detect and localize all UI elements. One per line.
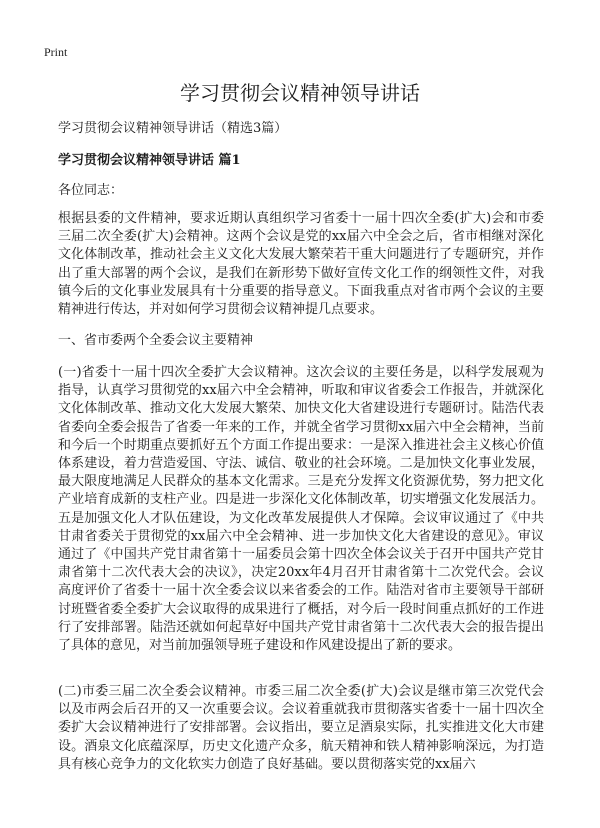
heading-section-1: 一、省市委两个全委会议主要精神 [58,333,254,348]
print-label[interactable]: Print [44,45,68,59]
paragraph-intro: 根据县委的文件精神，要求近期认真组织学习省委十一届十四次全委(扩大)会和市委三届二次全委(扩大)会精神。这两个会议是党的xx届六中全会之后，省市相继对深化文化体制改革，推动社会主义文化大发展大繁荣若干重大问题进行了专题研究，并作出了重大部署的两个会议，是我们在新形势下做好宣传文化工作的纲领性文件，对我镇今后的文化事业发展具有十分重要的指导意义。下面我重点对省市两个会议的主要精神进行传达，并对如何学习贯彻会议精神提几点要求。 [58,211,544,318]
section-title: 学习贯彻会议精神领导讲话 篇1 [58,153,241,168]
document-title: 学习贯彻会议精神领导讲话 [180,81,420,105]
paragraph-city-meeting: (二)市委三届二次全委会议精神。市委三届二次全委(扩大)会议是继市第三次党代会以及市两会后召开的又一次重要会议。会议着重就我市贯彻落实省委十一届十四次全委扩大会议精神进行了安排部署。会议指出，要立足酒泉实际，扎实推进文化大市建设。酒泉文化底蕴深厚，历史文化遗产众多，航天精神和铁人精神影响深远，为打造具有核心竞争力的文化软实力创造了良好基础。要以贯彻落实党的xx届六 [58,684,544,772]
document-subtitle: 学习贯彻会议精神领导讲话（精选3篇） [58,121,288,136]
greeting: 各位同志： [58,183,124,198]
paragraph-provincial-meeting: (一)省委十一届十四次全委扩大会议精神。这次会议的主要任务是，以科学发展观为指导，认真学习贯彻党的xx届六中全会精神，听取和审议省委会工作报告，并就深化文化体制改革、推动文化大发展大繁荣、加快文化大省建设进行专题研讨。陆浩代表省委向全委会报告了省委一年来的工作，并就全省学习贯彻xx届六中全会精神，当前和今后一个时期重点要抓好五个方面工作提出要求：一是深入推进社会主义核心价值体系建设，着力营造爱国、守法、诚信、敬业的社会环境。二是加快文化事业发展，最大限度地满足人民群众的基本文化需求。三是充分发挥文化资源优势，努力把文化产业培育成新的支柱产业。四是进一步深化文化体制改革，切实增强文化发展活力。五是加强文化人才队伍建设，为文化改革发展提供人才保障。会议审议通过了《中共甘肃省委关于贯彻党的xx届六中全会精神、进一步加快文化大省建设的意见》。审议通过了《中国共产党甘肃省第十一届委员会第十四次全体会议关于召开中国共产党甘肃省第十二次代表大会的决议》，决定20xx年4月召开甘肃省第十二次党代会。会议高度评价了省委十一届十次全委会议以来省委会的工作。陆浩对省市主要领导干部研讨班暨省委全委扩大会议取得的成果进行了概括，对今后一段时间重点抓好的工作进行了安排部署。陆浩还就如何起草好中国共产党甘肃省第十二次代表大会的报告提出了具体的意见，对当前加强领导班子建设和作风建设提出了新的要求。 [58,365,544,654]
